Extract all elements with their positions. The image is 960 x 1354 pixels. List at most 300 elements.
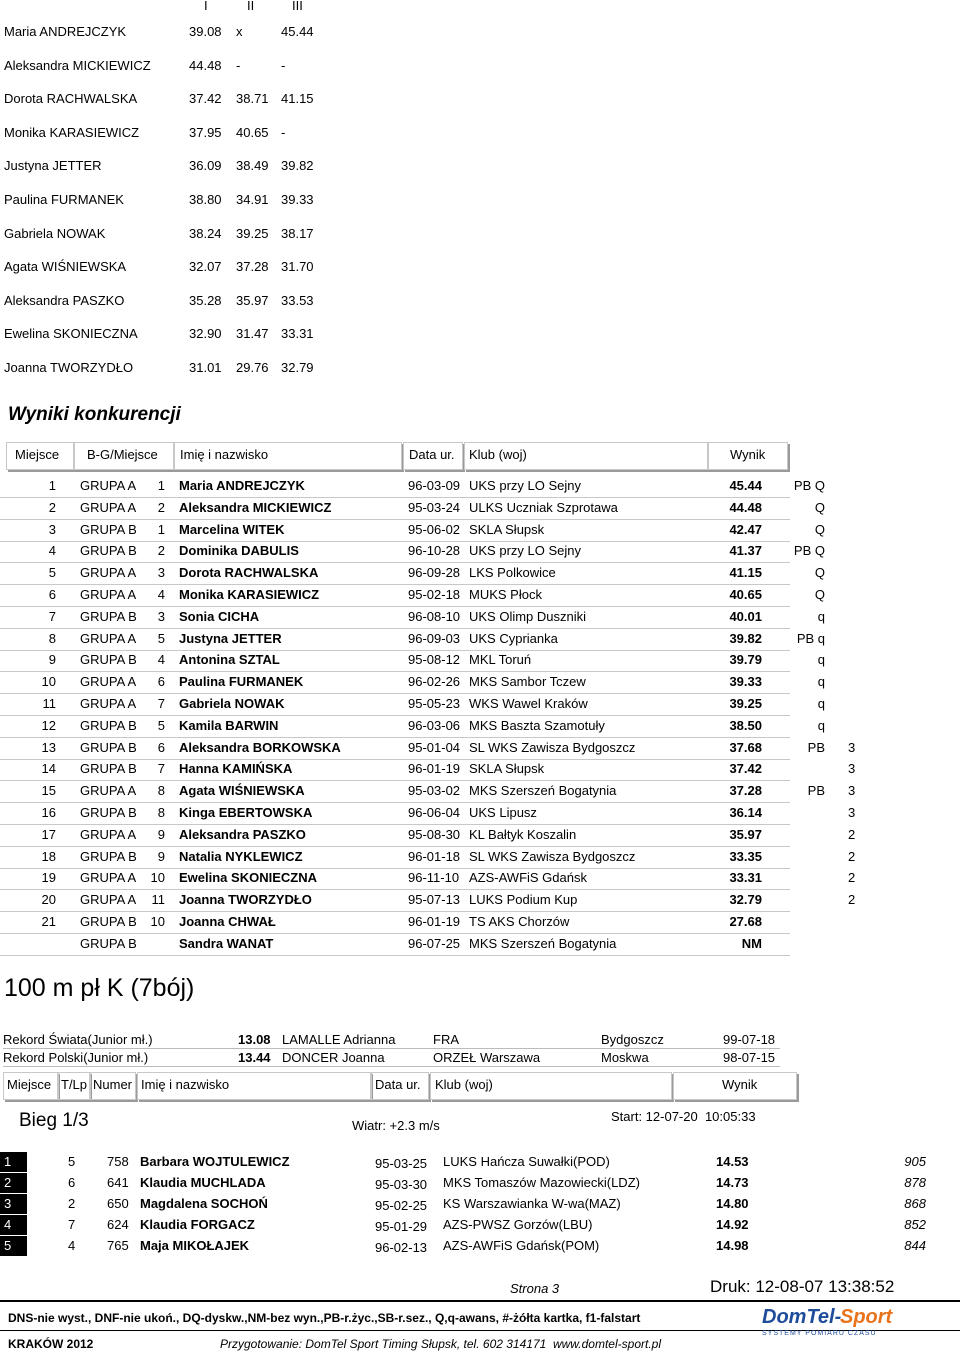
attempt-3: 45.44 bbox=[281, 24, 314, 39]
athlete-name: Gabriela NOWAK bbox=[4, 225, 106, 241]
result-club: ULKS Uczniak Szprotawa bbox=[469, 499, 618, 515]
result-group-place: 6 bbox=[157, 674, 165, 690]
result-row bbox=[0, 562, 825, 585]
attempt-3: 31.70 bbox=[281, 259, 314, 275]
attempt-1: 32.90 bbox=[189, 326, 222, 342]
heat-result: 14.73 bbox=[716, 1175, 749, 1190]
heat-place: 1 bbox=[4, 1154, 12, 1169]
attempt-1: 44.48 bbox=[189, 57, 222, 73]
result-name: Natalia NYKLEWICZ bbox=[179, 848, 303, 864]
result-group-place: 1 bbox=[157, 478, 165, 493]
attempt-row bbox=[0, 58, 330, 78]
attempt-row bbox=[0, 158, 330, 178]
result-points: 2 bbox=[848, 870, 856, 886]
heat-name: Barbara WOJTULEWICZ bbox=[140, 1154, 290, 1169]
result-place: 8 bbox=[48, 630, 56, 646]
result-value: 39.82 bbox=[729, 630, 762, 646]
result-note: PB q bbox=[796, 630, 825, 646]
heat-place-cell bbox=[0, 1152, 27, 1172]
heat-place: 5 bbox=[4, 1238, 12, 1253]
result-row bbox=[0, 475, 825, 498]
heat-lane: 5 bbox=[68, 1154, 76, 1169]
heat-dob: 95-02-25 bbox=[375, 1198, 428, 1213]
footer-event: KRAKÓW 2012 bbox=[8, 1337, 94, 1351]
result-dob: 96-06-04 bbox=[408, 805, 461, 820]
heat-header-dob: Data ur. bbox=[371, 1072, 429, 1100]
heat-row bbox=[0, 1215, 930, 1235]
result-value: 39.33 bbox=[729, 674, 762, 690]
athlete-name: Aleksandra MICKIEWICZ bbox=[4, 57, 151, 73]
heat-points: 905 bbox=[904, 1154, 926, 1169]
result-group: GRUPA A bbox=[80, 674, 137, 690]
result-note: q bbox=[817, 608, 825, 624]
start-time: Start: 12-07-20 10:05:33 bbox=[611, 1109, 756, 1124]
result-club: UKS przy LO Sejny bbox=[469, 543, 581, 559]
attempt-2: 29.76 bbox=[236, 360, 269, 375]
result-group: GRUPA B bbox=[80, 521, 137, 537]
result-group-place: 8 bbox=[157, 783, 165, 799]
heat-club: MKS Tomaszów Mazowiecki(LDZ) bbox=[443, 1175, 640, 1190]
result-name: Joanna CHWAŁ bbox=[179, 914, 276, 929]
result-row bbox=[0, 758, 790, 781]
athlete-name: Joanna TWORZYDŁO bbox=[4, 360, 134, 375]
result-row bbox=[0, 671, 825, 694]
heat-club: AZS-AWFiS Gdańsk(POM) bbox=[443, 1238, 600, 1253]
heat-dob: 95-03-25 bbox=[375, 1156, 428, 1171]
heat-header-club: Klub (woj) bbox=[430, 1072, 672, 1100]
record-date: 99-07-18 bbox=[723, 1032, 776, 1047]
result-row bbox=[0, 889, 790, 912]
result-value: 33.31 bbox=[729, 870, 762, 886]
header-dob: Data ur. bbox=[403, 442, 463, 470]
result-value: 35.97 bbox=[729, 826, 762, 842]
attempt-2: 39.25 bbox=[236, 225, 269, 241]
result-dob: 95-02-18 bbox=[408, 587, 461, 602]
result-note: q bbox=[817, 652, 825, 668]
attempt-2: 35.97 bbox=[236, 292, 269, 308]
attempt-1: 38.80 bbox=[189, 192, 222, 207]
result-group: GRUPA B bbox=[80, 608, 137, 624]
result-group-place: 1 bbox=[157, 521, 165, 537]
record-time: 13.44 bbox=[238, 1050, 271, 1065]
result-dob: 96-01-19 bbox=[408, 761, 461, 777]
result-note: PB Q bbox=[793, 543, 825, 559]
header-group: B-G/Miejsce bbox=[74, 442, 174, 470]
result-place: 5 bbox=[48, 565, 56, 581]
attempt-row bbox=[0, 226, 330, 246]
result-note: Q bbox=[814, 499, 825, 515]
heat-name: Magdalena SOCHOŃ bbox=[140, 1196, 268, 1211]
attempt-2: x bbox=[236, 24, 243, 39]
result-row bbox=[0, 911, 790, 934]
result-group: GRUPA B bbox=[80, 717, 137, 733]
record-date: 98-07-15 bbox=[723, 1050, 776, 1065]
heat-dob: 95-01-29 bbox=[375, 1219, 428, 1234]
result-place: 10 bbox=[41, 674, 56, 690]
result-group-place: 9 bbox=[157, 826, 165, 842]
result-value: 37.28 bbox=[729, 783, 762, 799]
header-place: Miejsce bbox=[6, 442, 74, 470]
heat-header-lane: T/Lp bbox=[58, 1072, 90, 1100]
result-place: 11 bbox=[42, 696, 56, 711]
result-row bbox=[0, 824, 790, 847]
heat-title: Bieg 1/3 bbox=[19, 1110, 89, 1131]
logo-word-1: DomTel- bbox=[762, 1306, 842, 1328]
attempt-row bbox=[0, 360, 330, 380]
heat-header-result: Wynik bbox=[673, 1072, 797, 1100]
record-label: Rekord Świata(Junior mł.) bbox=[3, 1032, 153, 1047]
heat-header-place: Miejsce bbox=[3, 1072, 58, 1100]
heat-place: 3 bbox=[4, 1196, 12, 1211]
result-row bbox=[0, 867, 790, 890]
result-group-place: 2 bbox=[157, 499, 165, 515]
result-name: Hanna KAMIŃSKA bbox=[179, 761, 293, 777]
attempt-row bbox=[0, 259, 330, 279]
result-group: GRUPA A bbox=[80, 565, 137, 581]
heat-row bbox=[0, 1152, 930, 1172]
heat-bib: 624 bbox=[107, 1217, 129, 1232]
result-value: 39.79 bbox=[729, 652, 762, 668]
record-club: ORZEŁ Warszawa bbox=[433, 1050, 541, 1065]
result-dob: 96-02-26 bbox=[408, 674, 461, 690]
result-name: Agata WIŚNIEWSKA bbox=[179, 783, 305, 799]
attempt-1: 38.24 bbox=[189, 225, 222, 241]
result-group-place: 6 bbox=[157, 739, 165, 755]
heat-row bbox=[0, 1194, 930, 1214]
result-note: q bbox=[817, 717, 825, 733]
result-row bbox=[0, 737, 825, 760]
attempt-3: 39.33 bbox=[281, 192, 314, 207]
result-dob: 95-08-30 bbox=[408, 826, 461, 842]
result-note: Q bbox=[814, 565, 825, 581]
result-value: 37.68 bbox=[729, 739, 762, 755]
heat-result: 14.80 bbox=[716, 1196, 749, 1211]
result-value: 38.50 bbox=[729, 717, 762, 733]
athlete-name: Maria ANDREJCZYK bbox=[4, 24, 127, 39]
footer-legend: DNS-nie wyst., DNF-nie ukoń., DQ-dyskw.,NM-bez wyn.,PB-r.życ.,SB-r.sez., Q,q-awans, #-żółta kartka, f1-falstart bbox=[8, 1311, 641, 1325]
result-dob: 96-01-19 bbox=[408, 914, 461, 929]
result-group-place: 9 bbox=[157, 848, 165, 864]
result-place: 14 bbox=[41, 761, 56, 777]
result-name: Maria ANDREJCZYK bbox=[179, 478, 305, 493]
result-row bbox=[0, 540, 825, 563]
result-value: 33.35 bbox=[729, 848, 762, 864]
result-dob: 95-03-24 bbox=[408, 499, 461, 515]
result-club: UKS przy LO Sejny bbox=[469, 478, 581, 493]
results-title: Wyniki konkurencji bbox=[8, 404, 181, 425]
attempt-row bbox=[0, 91, 330, 111]
logo-word-2: Sport bbox=[840, 1306, 893, 1328]
result-group: GRUPA B bbox=[80, 914, 137, 929]
heat-club: KS Warszawianka W-wa(MAZ) bbox=[443, 1196, 621, 1211]
result-group: GRUPA A bbox=[80, 587, 137, 602]
result-name: Antonina SZTAL bbox=[179, 652, 280, 668]
result-points: 3 bbox=[848, 805, 856, 820]
result-value: 40.65 bbox=[729, 587, 762, 602]
attempt-2: 37.28 bbox=[236, 259, 269, 275]
athlete-name: Ewelina SKONIECZNA bbox=[4, 326, 138, 342]
heat-points: 868 bbox=[904, 1196, 926, 1211]
heat-name: Klaudia FORGACZ bbox=[140, 1217, 255, 1232]
attempt-row bbox=[0, 192, 330, 212]
result-place: 4 bbox=[48, 543, 56, 559]
result-dob: 96-03-06 bbox=[408, 717, 461, 733]
heat-club: LUKS Hańcza Suwałki(POD) bbox=[443, 1154, 610, 1169]
result-place: 7 bbox=[48, 608, 56, 624]
result-value: 37.42 bbox=[729, 761, 762, 777]
heat-bib: 758 bbox=[107, 1154, 129, 1169]
record-club: FRA bbox=[433, 1032, 459, 1047]
result-group: GRUPA B bbox=[80, 935, 137, 951]
result-name: Paulina FURMANEK bbox=[179, 674, 304, 690]
result-place: 3 bbox=[48, 521, 56, 537]
result-dob: 96-07-25 bbox=[408, 935, 461, 951]
result-value: 41.15 bbox=[729, 565, 762, 581]
record-row bbox=[3, 1049, 780, 1067]
footer-prepared: Przygotowanie: DomTel Sport Timing Słupsk, tel. 602 314171 www.domtel-sport.pl bbox=[220, 1337, 661, 1351]
result-points: 2 bbox=[848, 892, 856, 908]
result-group-place: 7 bbox=[157, 696, 165, 711]
result-row bbox=[0, 628, 825, 651]
result-dob: 96-08-10 bbox=[408, 608, 461, 624]
athlete-name: Paulina FURMANEK bbox=[4, 192, 124, 207]
result-group-place: 4 bbox=[157, 652, 165, 668]
result-note: Q bbox=[814, 587, 825, 602]
result-club: SKLA Słupsk bbox=[469, 521, 545, 537]
result-group: GRUPA A bbox=[80, 870, 137, 886]
result-group: GRUPA A bbox=[80, 478, 137, 493]
result-points: 2 bbox=[848, 826, 856, 842]
result-value: NM bbox=[741, 935, 762, 951]
heat-place-cell bbox=[0, 1194, 27, 1214]
result-group: GRUPA A bbox=[80, 499, 137, 515]
heat-points: 844 bbox=[904, 1238, 926, 1253]
heat-result: 14.53 bbox=[716, 1154, 749, 1169]
result-points: 3 bbox=[848, 783, 856, 799]
heat-bib: 641 bbox=[107, 1175, 129, 1190]
result-group-place: 11 bbox=[151, 892, 165, 908]
attempt-2: 31.47 bbox=[236, 326, 269, 342]
result-place: 9 bbox=[48, 652, 56, 668]
footer-rule-top bbox=[0, 1300, 960, 1302]
record-row bbox=[3, 1031, 780, 1049]
result-group-place: 8 bbox=[157, 805, 165, 820]
result-group-place: 4 bbox=[157, 587, 165, 602]
result-name: Ewelina SKONIECZNA bbox=[179, 870, 317, 886]
result-place: 13 bbox=[41, 739, 56, 755]
result-dob: 95-03-02 bbox=[408, 783, 461, 799]
result-club: SKLA Słupsk bbox=[469, 761, 545, 777]
record-time: 13.08 bbox=[238, 1032, 271, 1047]
heat-lane: 6 bbox=[68, 1175, 76, 1190]
attempt-3: 39.82 bbox=[281, 158, 314, 174]
result-group-place: 2 bbox=[157, 543, 165, 559]
heat-place: 4 bbox=[4, 1217, 12, 1232]
result-place: 16 bbox=[41, 805, 56, 820]
result-club: SL WKS Zawisza Bydgoszcz bbox=[469, 739, 636, 755]
record-holder: LAMALLE Adrianna bbox=[282, 1032, 396, 1047]
result-name: Monika KARASIEWICZ bbox=[179, 587, 320, 602]
result-value: 42.47 bbox=[729, 521, 762, 537]
result-club: AZS-AWFiS Gdańsk bbox=[469, 870, 587, 886]
attempt-row bbox=[0, 24, 330, 44]
attempt-2: 38.71 bbox=[236, 91, 269, 107]
result-group-place: 5 bbox=[157, 630, 165, 646]
heat-name: Maja MIKOŁAJEK bbox=[140, 1238, 250, 1253]
print-timestamp: Druk: 12-08-07 13:38:52 bbox=[710, 1277, 895, 1296]
domtel-logo bbox=[758, 1305, 893, 1341]
heat-dob: 95-03-30 bbox=[375, 1177, 428, 1192]
result-group-place: 5 bbox=[157, 717, 165, 733]
result-dob: 96-09-28 bbox=[408, 565, 461, 581]
result-group: GRUPA B bbox=[80, 652, 137, 668]
result-row bbox=[0, 519, 825, 542]
result-dob: 96-10-28 bbox=[408, 543, 461, 559]
heat-place-cell bbox=[0, 1173, 27, 1193]
result-note: q bbox=[817, 674, 825, 690]
result-place: 15 bbox=[41, 783, 56, 799]
result-value: 41.37 bbox=[729, 543, 762, 559]
heat-result: 14.98 bbox=[716, 1238, 749, 1253]
result-group: GRUPA A bbox=[80, 630, 137, 646]
attempt-3: 32.79 bbox=[281, 360, 314, 375]
result-value: 27.68 bbox=[729, 914, 762, 929]
result-name: Sandra WANAT bbox=[179, 935, 274, 951]
result-value: 45.44 bbox=[729, 478, 762, 493]
heat-place-cell bbox=[0, 1215, 27, 1235]
heat-bib: 650 bbox=[107, 1196, 129, 1211]
heat-dob: 96-02-13 bbox=[375, 1240, 428, 1255]
result-group-place: 3 bbox=[157, 608, 165, 624]
heat-points: 878 bbox=[904, 1175, 926, 1190]
result-points: 2 bbox=[848, 848, 856, 864]
header-result: Wynik bbox=[708, 442, 788, 470]
result-place: 12 bbox=[41, 717, 56, 733]
attempt-header-3: III bbox=[292, 0, 303, 13]
result-name: Kamila BARWIN bbox=[179, 717, 279, 733]
result-value: 32.79 bbox=[729, 892, 762, 908]
result-group-place: 10 bbox=[150, 914, 165, 929]
result-dob: 96-09-03 bbox=[408, 630, 461, 646]
page-number: Strona 3 bbox=[510, 1281, 560, 1296]
attempt-3: - bbox=[281, 124, 286, 140]
record-holder: DONCER Joanna bbox=[282, 1050, 385, 1065]
athlete-name: Monika KARASIEWICZ bbox=[4, 124, 140, 140]
result-row bbox=[0, 780, 825, 803]
result-row bbox=[0, 606, 825, 629]
attempt-1: 31.01 bbox=[189, 360, 222, 375]
result-place: 17 bbox=[41, 826, 56, 842]
result-name: Aleksandra MICKIEWICZ bbox=[179, 499, 332, 515]
result-place: 2 bbox=[48, 499, 56, 515]
attempt-1: 36.09 bbox=[189, 158, 222, 174]
result-dob: 95-01-04 bbox=[408, 739, 461, 755]
athlete-name: Agata WIŚNIEWSKA bbox=[4, 259, 127, 275]
heat-place: 2 bbox=[4, 1175, 12, 1190]
result-club: UKS Olimp Duszniki bbox=[469, 608, 587, 624]
result-club: UKS Lipusz bbox=[469, 805, 537, 820]
result-value: 44.48 bbox=[729, 499, 762, 515]
result-place: 19 bbox=[41, 870, 56, 886]
attempts-header bbox=[0, 0, 330, 12]
result-group: GRUPA A bbox=[80, 892, 137, 908]
result-group: GRUPA A bbox=[80, 696, 137, 711]
wind-reading: Wiatr: +2.3 m/s bbox=[352, 1118, 440, 1133]
result-dob: 96-03-09 bbox=[408, 478, 461, 493]
heat-row bbox=[0, 1236, 930, 1256]
result-group: GRUPA A bbox=[80, 783, 137, 799]
result-name: Gabriela NOWAK bbox=[179, 696, 285, 711]
result-club: MKL Toruń bbox=[469, 652, 532, 668]
result-note: q bbox=[817, 696, 825, 711]
attempt-2: 34.91 bbox=[236, 192, 269, 207]
result-row bbox=[0, 497, 825, 520]
attempt-1: 39.08 bbox=[189, 24, 222, 39]
result-group-place: 7 bbox=[157, 761, 165, 777]
result-club: LUKS Podium Kup bbox=[469, 892, 578, 908]
heat-row bbox=[0, 1173, 930, 1193]
result-group: GRUPA B bbox=[80, 848, 137, 864]
result-name: Marcelina WITEK bbox=[179, 521, 285, 537]
attempt-3: 33.53 bbox=[281, 292, 314, 308]
result-group: GRUPA B bbox=[80, 761, 137, 777]
attempt-1: 32.07 bbox=[189, 259, 222, 275]
attempt-header-1: I bbox=[204, 0, 208, 13]
result-place: 18 bbox=[41, 848, 56, 864]
result-group: GRUPA B bbox=[80, 805, 137, 820]
heat-lane: 2 bbox=[68, 1196, 76, 1211]
attempt-2: 40.65 bbox=[236, 124, 269, 140]
event-title: 100 m pł K (7bój) bbox=[4, 974, 195, 1002]
result-group: GRUPA B bbox=[80, 543, 137, 559]
result-name: Joanna TWORZYDŁO bbox=[179, 892, 312, 908]
result-row bbox=[0, 693, 825, 716]
result-club: MKS Szerszeń Bogatynia bbox=[469, 783, 617, 799]
result-place: 20 bbox=[41, 892, 56, 908]
result-club: MKS Szerszeń Bogatynia bbox=[469, 935, 617, 951]
attempt-row bbox=[0, 293, 330, 313]
result-group-place: 3 bbox=[157, 565, 165, 581]
result-points: 3 bbox=[848, 761, 856, 777]
heat-club: AZS-PWSZ Gorzów(LBU) bbox=[443, 1217, 593, 1232]
heat-header-name: Imię i nazwisko bbox=[137, 1072, 371, 1100]
athlete-name: Aleksandra PASZKO bbox=[4, 292, 125, 308]
heat-name: Klaudia MUCHLADA bbox=[140, 1175, 266, 1190]
record-place: Bydgoszcz bbox=[601, 1032, 664, 1047]
result-value: 40.01 bbox=[729, 608, 762, 624]
heat-lane: 7 bbox=[68, 1217, 76, 1232]
attempt-3: - bbox=[281, 57, 286, 73]
attempt-2: 38.49 bbox=[236, 158, 269, 174]
result-name: Justyna JETTER bbox=[179, 630, 282, 646]
result-dob: 96-01-18 bbox=[408, 848, 461, 864]
result-place: 1 bbox=[48, 478, 56, 493]
result-name: Sonia CICHA bbox=[179, 608, 260, 624]
result-club: WKS Wawel Kraków bbox=[469, 696, 588, 711]
attempt-row bbox=[0, 125, 330, 145]
attempt-3: 38.17 bbox=[281, 225, 314, 241]
heat-place-cell bbox=[0, 1236, 27, 1256]
result-dob: 95-06-02 bbox=[408, 521, 461, 537]
heat-bib: 765 bbox=[107, 1238, 129, 1253]
result-group: GRUPA B bbox=[80, 739, 137, 755]
result-note: PB Q bbox=[793, 478, 825, 493]
header-name: Imię i nazwisko bbox=[174, 442, 402, 470]
result-row bbox=[0, 649, 825, 672]
result-name: Dorota RACHWALSKA bbox=[179, 565, 319, 581]
result-name: Aleksandra BORKOWSKA bbox=[179, 739, 341, 755]
attempt-1: 37.42 bbox=[189, 91, 222, 107]
